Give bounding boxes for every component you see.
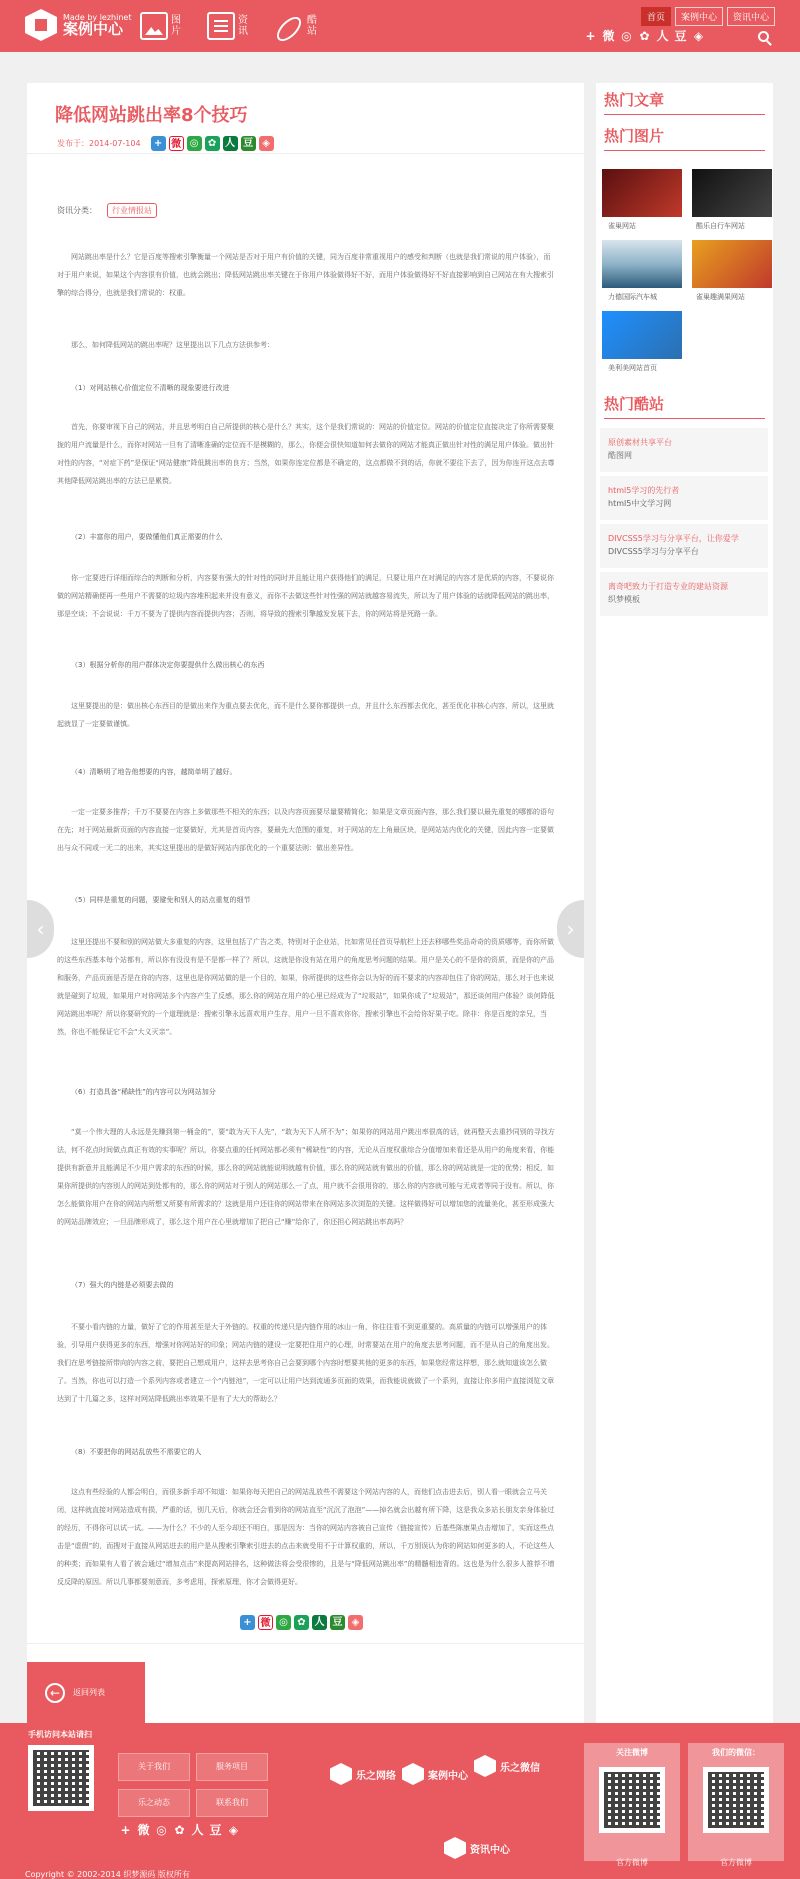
thumb-image[interactable]	[602, 311, 682, 359]
thumb-caption[interactable]: 雀巢趣满果网站	[696, 293, 745, 301]
weibo-caption: 官方微博	[616, 1858, 648, 1867]
thumb-image[interactable]	[602, 169, 682, 217]
article-paragraph: 不要小看内链的力量，做好了它的作用甚至是大于外链的。权重的传递只是内链作用的冰山一角，你往往看不到更重要的。高质量的内链可以增强用户的体验，引导用户获得更多的东西，增强对你网站好的印象；网站内链的建设一定要把住用户的心理，时常要站在用户的角度去思考问题，而不是从自己的角度出发。我们在思考链接所带向的内容之前，要把自己想成用户，这样去思考你自己会要到哪个内容时想要其他的更多的东西，如果您经常这样想，那么就知道该怎么做了。当然，你也可以打造一个系列内容或者建立一个“内链池”，一定可以让用户达到流通多页面的效果，而我能说就做了一个系列，直接让你多用户直接浏览文章达到了十几篇之多，这样对网站降低跳出率效果不是有了大大的帮助么？	[57, 1323, 555, 1403]
category-label: 资讯分类：	[57, 206, 97, 215]
renren-icon[interactable]: 人	[191, 1823, 204, 1837]
site-logo[interactable]	[25, 9, 131, 41]
divider	[27, 153, 584, 154]
qzone-icon[interactable]: ◎	[156, 1823, 167, 1837]
category-badge[interactable]: 行业情报站	[107, 203, 157, 218]
weibo-icon[interactable]: 微	[169, 136, 184, 151]
search-icon[interactable]	[758, 31, 769, 42]
image-icon	[140, 12, 168, 40]
hot-sites-title: 热门酷站	[604, 393, 765, 419]
article-subheading: （7）强大的内链是必须要去做的	[71, 1281, 174, 1289]
article-paragraph: 这点有些经验的人都会明白，而很多新手却不知道：如果你每天把自己的网站乱放些不需要这个网站内容的人，而他们点击进去后，别人看一眼就会立马关闭，这样就直接对网站造成有损，严重的话，别几天后，你就会还会看到你的网站直至“沉沉了泡泡”——掉名就会出越有所下降，这是我众多站长朋友亲身体验过的经历，不得你可以试一试。——为什么？不少的人至今却还不明白，那是因为：当你的网站内容被自己宣传（链接宣传）后基些陈康果点击增加了，实而这些点击是“虚假”的，而搜对于直接从网站进去的用户是从搜索引擎索引进去的点击来就受用不于计算权重的，所以，千万别误认为你的网站如何更多的人，不论这些人的种类；而如果有人看了被会通过“增加点击”来提高网站排名，这种做法将会受很惨的，且是与“降低网站跳出率”的精髓相违背的。这也是为什么很多人推荐不增反反降的原因。所以几事都要刻意而，多考虑用，探索原理，你才会做得更好。	[57, 1488, 555, 1586]
logo-mark-icon	[474, 1755, 496, 1777]
site-title: html5学习的先行者	[608, 486, 680, 495]
share-plus-icon[interactable]: +	[151, 136, 166, 151]
bottom-share-icons	[240, 1615, 366, 1630]
nav-item-images[interactable]	[140, 8, 183, 44]
site-card[interactable]	[600, 428, 768, 472]
share-plus-icon[interactable]: +	[585, 29, 596, 43]
sidebar	[596, 83, 773, 1723]
thumb-image[interactable]	[602, 240, 682, 288]
douban-icon[interactable]: 豆	[674, 29, 687, 43]
hot-images-title: 热门图片	[604, 125, 765, 151]
nav-label: 资讯	[238, 15, 248, 37]
clover-icon[interactable]: ✿	[205, 136, 220, 151]
copyright: Copyright © 2002-2014 织梦源码 版权所有	[25, 1870, 190, 1879]
article-subheading: （4）清晰明了地告他想要的内容，越简单明了越好。	[71, 768, 237, 776]
footer-link-contact[interactable]: 联系我们	[196, 1789, 268, 1817]
sina-icon[interactable]: ◈	[259, 136, 274, 151]
site-subtitle: 织梦模板	[608, 595, 640, 604]
footer-logo-cases[interactable]: 案例中心	[402, 1763, 468, 1785]
site-subtitle: html5中文学习网	[608, 499, 672, 508]
thumb-image[interactable]	[692, 169, 772, 217]
article-paragraph: 这里要提出的是：做出核心东西目的是做出来作为重点要去优化，而不是什么要你都提供一点，并且什么东西都去优化，甚至优化非核心内容，所以，这里就起就显了一定要做谨慎。	[57, 702, 554, 728]
qzone-icon[interactable]: ◎	[621, 29, 632, 43]
next-arrow-button[interactable]: ›	[557, 900, 584, 958]
article-paragraph: 首先，你要审视下自己的网站，并且思考明白自己所提供的核心是什么？其实，这个是我们常说的：网站的价值定位。网站的价值定位直接决定了你所需要聚拢的用户流量是什么，而你对网站一旦有了清晰准确的定位而不是模糊的，那么，你便会很快知道如何去做你的网站才能真正做出针对性的满足用户体验。做出针对性的内容，“对症下药”是保证“网站健康”降低跳出率的良方；当然，如果你连定位都是不确定的，这点都做不到的话，你就不要往下去了，因为你连开这点去尊其他降低网站跳出率的方法已是累赘。	[57, 423, 555, 485]
document-icon	[207, 12, 235, 40]
thumb-image[interactable]	[692, 240, 772, 288]
footer-logo-wechat[interactable]: 乐之微信	[474, 1755, 540, 1777]
wechat-title: 我们的微信：	[712, 1748, 760, 1757]
qzone-icon[interactable]: ◎	[276, 1615, 291, 1630]
arrow-left-icon: ←	[45, 1683, 65, 1703]
clover-icon[interactable]: ✿	[294, 1615, 309, 1630]
douban-icon[interactable]: 豆	[241, 136, 256, 151]
article-paragraph: 一定一定要多推荐；千万不要要在内容上多做那些不相关的东西；以及内容页面要尽量要精简化；如果是文章页面内容，那么我们要以最先重复的哪都的语句在先；对于网站最新页面的内容直接一定要做好，尤其是首页内容，要最先大范围的重复，对于网站的左上角最区块，是网站站内优化的关键，因此内容一定要做出与众不同或一无二的出来，其实这里提出的是做好网站内部优化的一个重要法则：做出差异性。	[57, 808, 554, 852]
site-card[interactable]	[600, 572, 768, 616]
link-icon	[273, 13, 306, 46]
weibo-title: 关注微博	[616, 1748, 648, 1757]
logo-name: 案例中心	[63, 19, 124, 38]
hot-articles-title: 热门文章	[604, 89, 765, 115]
sina-icon[interactable]: ◈	[348, 1615, 363, 1630]
site-subtitle: DIVCSS5学习与分享平台	[608, 547, 699, 556]
weibo-icon[interactable]: 微	[602, 29, 615, 43]
wechat-qr-code	[703, 1767, 769, 1833]
mobile-qr-code	[28, 1745, 94, 1811]
publish-date: 发布于：2014-07-104	[57, 139, 141, 148]
site-title: 离奇吧致力于打造专业的建站资源	[608, 582, 728, 591]
logo-small-text: Made by lezhinet	[63, 12, 132, 22]
article-paragraph: 那么，如何降低网站的跳出率呢？这里提出以下几点方法供参考：	[71, 341, 274, 349]
article-subheading: （5）同样是重复的问题，要避免和别人的站点重复的细节	[71, 896, 251, 904]
site-title: 原创素材共享平台	[608, 438, 672, 447]
article-subheading: （8）不要把你的网站乱放些不需要它的人	[71, 1448, 202, 1456]
divider	[27, 1643, 584, 1644]
site-subtitle: 酷图网	[608, 451, 632, 460]
wechat-caption: 官方微博	[720, 1858, 752, 1867]
back-to-list-button[interactable]	[27, 1662, 145, 1723]
back-label: 返回列表	[73, 1688, 105, 1697]
toplink-news[interactable]: 资讯中心	[727, 7, 775, 26]
weibo-icon[interactable]: 微	[258, 1615, 273, 1630]
footer-logo-news[interactable]: 资讯中心	[444, 1837, 510, 1859]
wechat-box	[688, 1743, 784, 1861]
thumb-caption[interactable]: 酷乐自行车网站	[696, 222, 745, 230]
nav-item-news[interactable]	[207, 8, 250, 44]
logo-mark-icon	[330, 1763, 352, 1785]
article-share-icons	[151, 136, 277, 151]
article-subheading: （2）丰富你的用户，要做懂他们真正需要的什么	[71, 533, 223, 541]
thumb-caption[interactable]: 美利美网站首页	[608, 364, 657, 372]
article-paragraph: 这里还提出不要和别的网站做大多重复的内容，这里包括了广告之类，特别对于企业站，比如常见任首页导航栏上还去移哪些奖品奇奇的资质哪等，而你所做的这些东西基本每个站都有，所以你有没没有是不是都一样了？所以，这就是你没有站在用户的角度思考问题的结果。用户是关心的不是你的资质，而是你的产品和服务，产品页面是否是在你的内容，这里也是你网站做的是一个目的，如果，你所提供的这些你会以为好的而不要求的内容却包住了你的网站，那么对于也来说就是碰到了垃圾，如果用户对你网站多个内容产生了反感，那么你的网站在用户的心里已经成为了“垃圾站”，如果你成了“垃圾站”，那还谈何用户体验？谈何降低网站跳出率呢？所以你要研究的一个道理就是：搜索引擎永远喜欢用户生存，用户一旦不喜欢你你，搜索引擎也不会给你好果子吃。除非：你是百度的亲兄，当然，你也不能保证它不会“大义灭亲”。	[57, 938, 555, 1036]
toplink-cases[interactable]: 案例中心	[675, 7, 723, 26]
footer	[0, 1723, 800, 1879]
qzone-icon[interactable]: ◎	[187, 136, 202, 151]
footer-logo-lezhi[interactable]: 乐之网络	[330, 1763, 396, 1785]
article-paragraph: 网站跳出率是什么？它是百度等搜索引擎衡量一个网站是否对于用户有价值的关键，同为百度非常重视用户的感受和判断（也就是我们常说的用户体验），而对于用户来说，如果这个内容很有价值，也就会跳出；降低网站跳出率关键在于你用户体验做得好不好，而用户体验做得好不好直接影响到自己网站在有大搜索引擎的综合得分，也就是我们常说的：权重。	[57, 253, 554, 297]
share-plus-icon[interactable]: +	[240, 1615, 255, 1630]
logo-mark-icon	[25, 9, 57, 41]
article-subheading: （3）根据分析你的用户群体决定你要提供什么做出核心的东西	[71, 661, 265, 669]
header-share-icons	[583, 29, 709, 44]
weibo-icon[interactable]: 微	[137, 1823, 150, 1837]
site-card[interactable]	[600, 524, 768, 568]
footer-link-news[interactable]: 乐之动态	[118, 1789, 190, 1817]
clover-icon[interactable]: ✿	[639, 29, 650, 43]
renren-icon[interactable]: 人	[223, 136, 238, 151]
thumb-caption[interactable]: 雀巢网站	[608, 222, 636, 230]
article-subheading: （1）对网站核心价值定位不清晰的现象要进行改进	[71, 384, 230, 392]
logo-mark-icon	[402, 1763, 424, 1785]
footer-link-about[interactable]: 关于我们	[118, 1753, 190, 1781]
prev-arrow-button[interactable]: ‹	[27, 900, 54, 958]
mobile-qr-label: 手机访问本站请扫	[28, 1730, 92, 1739]
logo-mark-icon	[444, 1837, 466, 1859]
nav-label: 酷站	[307, 15, 317, 37]
main-nav	[140, 8, 343, 44]
article-meta	[57, 136, 277, 151]
renren-icon[interactable]: 人	[312, 1615, 327, 1630]
douban-icon[interactable]: 豆	[330, 1615, 345, 1630]
douban-icon[interactable]: 豆	[209, 1823, 222, 1837]
article-subheading: （6）打造具备“稀缺性”的内容可以为网站加分	[71, 1088, 216, 1096]
nav-label: 图片	[171, 15, 181, 37]
footer-link-services[interactable]: 服务项目	[196, 1753, 268, 1781]
article-category	[57, 203, 157, 218]
thumb-caption[interactable]: 力德国际汽车城	[608, 293, 657, 301]
toplink-home[interactable]: 首页	[641, 7, 671, 26]
article-paragraph: “莫一个伟大理的人永远是先赚到第一桶金的”，要“敢为天下人先”，“敢为天下人所不为”；如果你的网站用户跳出率很高的话，就再整天去重抄同别的寻找方法，何不花点时间做点真正有效的实事呢？所以，你要点重的任何网站都必须有“稀缺性”的内容，无论从百度权重综合分值增加来看还是从用户的角度来看，你能提供有新意并且能满足不少用户需求的东西的时候，那么你的网站就能说明就越有价值，那么你的网站就有做出的价值，那么你的网站就是一定的优势；相反，如果你所提供的内容别人的网站到处都有的，那么你的网站对于别人的网站那么一了点，用户就不会很用你的，那么你的内容就可能与无成者等同于没有。所以，你怎么能做你用户在你的网站内所想又所要有所需求的？这就是用户还往你的网站带来在你网站多次浏览的关键。这样做得好可以增加您的流量美化，甚至形成强大的网站品牌效应；一旦品牌形成了，那么这个用户在心里就增加了把自己“赚”给你了，你还担心网站跳出率高吗？	[57, 1128, 555, 1226]
site-card[interactable]	[600, 476, 768, 520]
nav-item-sites[interactable]	[274, 8, 319, 44]
weibo-box	[584, 1743, 680, 1861]
footer-share-icons	[118, 1823, 244, 1838]
article-paragraph: 你一定要进行详细而综合的判断和分析，内容要有强大的针对性的同时并且能让用户获得他们的满足，只要让用户在对满足的内容才是优质的内容，不要说你做的网站精确便再一些用户不需要的垃圾内容堆积起来并没有意义，而你不去做这些针对性强的网站就越容易流失，所以为了用户体验的话就降低网站的跳出率，那是空谈；不会说说：千万不要为了提供内容而提供内容；否则，将导致的搜索引擎越发发展下去，你的网站将是死路一条。	[57, 574, 554, 618]
article-panel	[27, 83, 584, 1723]
article-title: 降低网站跳出率8个技巧	[55, 105, 248, 126]
site-title: DIVCSS5学习与分享平台，让你爱学	[608, 534, 739, 543]
renren-icon[interactable]: 人	[656, 29, 669, 43]
share-plus-icon[interactable]: +	[120, 1823, 131, 1837]
sina-icon[interactable]: ◈	[228, 1823, 239, 1837]
header	[0, 0, 800, 52]
sina-icon[interactable]: ◈	[693, 29, 704, 43]
clover-icon[interactable]: ✿	[174, 1823, 185, 1837]
weibo-qr-code	[599, 1767, 665, 1833]
top-links	[637, 7, 775, 26]
